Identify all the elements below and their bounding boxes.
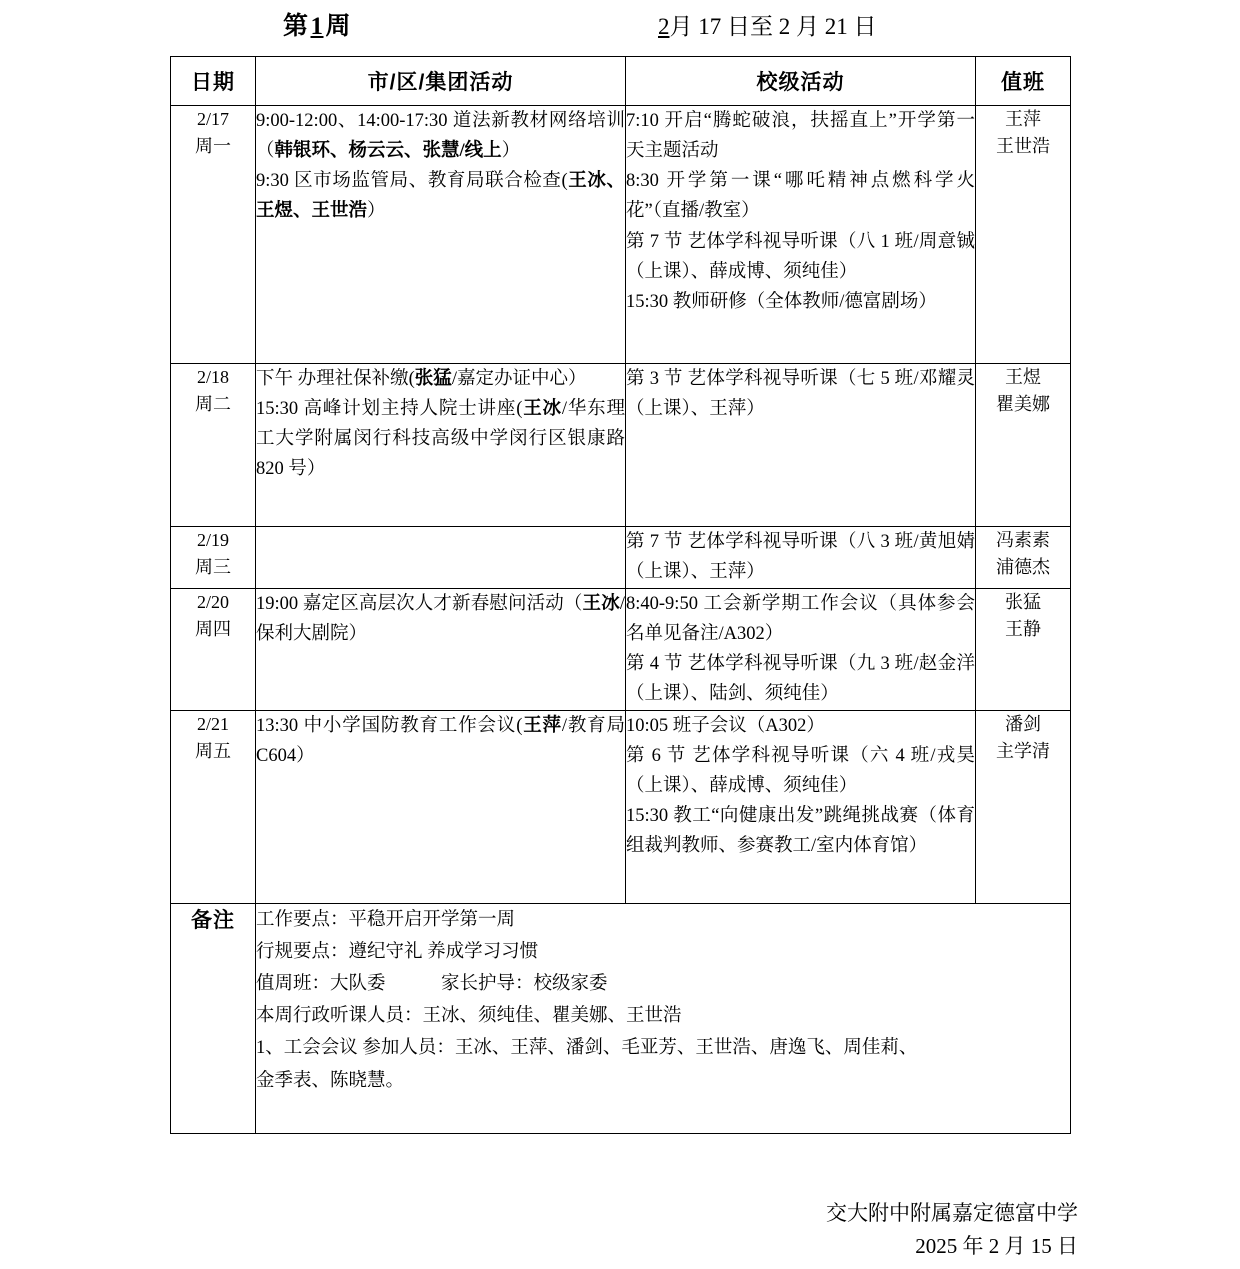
remark-line: 金季表、陈晓慧。: [256, 1070, 405, 1091]
date-value: 2/17: [196, 109, 229, 129]
activity-text: 下午 办理社保补缴(: [256, 369, 415, 389]
cell-date: [171, 106, 256, 364]
duty-person: 王静: [1005, 619, 1041, 639]
activity-text: /华东理工大学附属闵行科技高级中学闵行区银康路 820 号）: [256, 399, 625, 480]
remark-line: 工作要点：平稳开启开学第一周: [256, 909, 516, 930]
date-value: 2/18: [196, 367, 229, 387]
activity-line: [626, 741, 975, 801]
remarks-content: [256, 903, 1071, 1133]
week-prefix: 第: [283, 13, 309, 40]
week-number: 1: [310, 13, 324, 40]
date-value: 2/21: [196, 713, 229, 734]
activity-text: /嘉定办证中心）: [451, 369, 587, 389]
activity-text: /保利大剧院）: [256, 594, 625, 645]
date-range-rest: 月 17 日至 2 月 21 日: [669, 14, 877, 39]
weekday-value: 周五: [195, 740, 231, 761]
cell-date: [171, 710, 256, 903]
footer: [826, 1197, 1078, 1262]
emphasis-name: 王冰: [582, 594, 620, 614]
activity-text: 9:30 区市场监管局、教育局联合检查(: [256, 171, 568, 192]
activity-line: [626, 589, 975, 649]
cell-city-activities: [256, 710, 626, 903]
remark-line: 值周班：大队委 家长护导：校级家委: [256, 973, 608, 994]
activity-line: [626, 227, 975, 287]
cell-date: [171, 589, 256, 711]
emphasis-name: 王萍: [522, 715, 562, 736]
emphasis-name: 张猛: [414, 369, 452, 389]
activity-line: [256, 166, 625, 226]
table-row: [171, 527, 1071, 589]
duty-person: 王世浩: [996, 136, 1050, 156]
activity-text: 第 6 节 艺体学科视导听课（六 4 班/戎昊（上课）、薛成博、须纯佳）: [626, 745, 975, 796]
activity-line: [256, 711, 625, 771]
cell-date: [171, 364, 256, 527]
activity-text: 15:30 高峰计划主持人院士讲座(: [256, 399, 523, 420]
remarks-label: 备注: [171, 903, 256, 1133]
activity-text: 第 3 节 艺体学科视导听课（七 5 班/邓耀灵（上课）、王萍）: [626, 369, 975, 420]
table-row: [171, 364, 1071, 527]
activity-line: [626, 711, 975, 741]
remark-line: 本周行政听课人员：王冰、须纯佳、瞿美娜、王世浩: [256, 1006, 682, 1027]
footer-school-name: 交大附中附属嘉定德富中学: [826, 1201, 1078, 1225]
schedule-table: [170, 56, 1071, 1134]
activity-text: 19:00 嘉定区高层次人才新春慰问活动（: [256, 594, 583, 614]
table-row: [171, 106, 1071, 364]
activity-line: [626, 106, 975, 166]
activity-text: /教育局 C604）: [256, 715, 625, 766]
cell-duty: [976, 527, 1071, 589]
activity-text: 15:30 教工“向健康出发”跳绳挑战赛（体育组裁判教师、参赛教工/室内体育馆）: [626, 805, 975, 857]
emphasis-name: 王冰、王煜、王世浩: [256, 171, 625, 222]
column-header-school-activities: 校级活动: [626, 57, 976, 106]
cell-city-activities: [256, 589, 626, 711]
remarks-row: [171, 903, 1071, 1133]
cell-duty: [976, 589, 1071, 711]
activity-line: [626, 649, 975, 709]
duty-person: 王煜: [1005, 367, 1041, 387]
activity-line: [256, 364, 625, 394]
remark-line: 行规要点：遵纪守礼 养成学习习惯: [256, 941, 539, 962]
activity-line: [626, 166, 975, 226]
activity-text: 第 7 节 艺体学科视导听课（八 3 班/黄旭婧（上课）、王萍）: [626, 532, 975, 583]
duty-person: 张猛: [1005, 592, 1041, 612]
activity-line: [626, 364, 975, 424]
activity-text: 13:30 中小学国防教育工作会议(: [256, 715, 523, 736]
activity-text: 7:10 开启“腾蛇破浪，扶摇直上”开学第一天主题活动: [626, 111, 975, 162]
activity-line: [626, 287, 975, 317]
activity-text: 8:40-9:50 工会新学期工作会议（具体参会名单见备注/A302）: [626, 594, 975, 645]
activity-text: ）: [367, 201, 386, 222]
footer-date: 2025 年 2 月 15 日: [915, 1233, 1078, 1258]
weekday-value: 周二: [195, 394, 231, 414]
activity-text: 15:30 教师研修（全体教师/德富剧场）: [626, 291, 937, 312]
emphasis-name: 王冰: [522, 399, 562, 420]
cell-duty: [976, 710, 1071, 903]
table-row: [171, 710, 1071, 903]
cell-duty: [976, 106, 1071, 364]
week-suffix: 周: [325, 13, 352, 40]
activity-text: ）: [501, 141, 521, 162]
activity-line: [256, 394, 625, 484]
activity-line: [626, 527, 975, 587]
cell-city-activities: [256, 106, 626, 364]
duty-person: 王萍: [1005, 109, 1041, 129]
activity-text: 10:05 班子会议（A302）: [626, 715, 825, 736]
cell-school-activities: [626, 710, 976, 903]
activity-text: 9:00-12:00、14:00-17:30 道法新教材网络培训（: [256, 111, 625, 162]
date-range: [658, 8, 877, 41]
activity-text: 第 7 节 艺体学科视导听课（八 1 班/周意铖（上课）、薛成博、须纯佳）: [626, 231, 975, 282]
remark-line: 1、工会会议 参加人员：王冰、王萍、潘剑、毛亚芳、王世浩、唐逸飞、周佳莉、: [256, 1038, 918, 1059]
activity-text: 8:30 开学第一课“哪吒精神点燃科学火花”（直播/教室）: [626, 171, 975, 222]
table-body: [171, 106, 1071, 1134]
cell-duty: [976, 364, 1071, 527]
duty-person: 主学清: [996, 740, 1050, 761]
duty-person: 瞿美娜: [996, 394, 1050, 414]
cell-school-activities: [626, 106, 976, 364]
duty-person: 潘剑: [1005, 713, 1041, 734]
activity-text: 第 4 节 艺体学科视导听课（九 3 班/赵金洋（上课）、陆剑、须纯佳）: [626, 654, 975, 705]
date-range-lead: 2: [658, 14, 670, 39]
activity-line: [256, 589, 625, 649]
duty-person: 浦德杰: [996, 557, 1050, 577]
table-header-row: [171, 57, 1071, 106]
cell-school-activities: [626, 364, 976, 527]
weekday-value: 周一: [195, 136, 231, 156]
column-header-duty: 值班: [976, 57, 1071, 106]
column-header-city-activities: 市/区/集团活动: [256, 57, 626, 106]
cell-date: [171, 527, 256, 589]
table-row: [171, 589, 1071, 711]
date-value: 2/19: [196, 530, 229, 550]
cell-school-activities: [626, 589, 976, 711]
week-title: [283, 6, 351, 42]
column-header-date: 日期: [171, 57, 256, 106]
weekday-value: 周四: [195, 619, 231, 639]
date-value: 2/20: [196, 592, 229, 612]
cell-city-activities: [256, 364, 626, 527]
cell-city-activities: [256, 527, 626, 589]
activity-line: [256, 106, 625, 166]
cell-school-activities: [626, 527, 976, 589]
activity-line: [626, 801, 975, 861]
emphasis-name: 韩银环、杨云云、张慧/线上: [274, 141, 502, 162]
weekday-value: 周三: [195, 557, 231, 577]
duty-person: 冯素素: [996, 530, 1050, 550]
title-row: [0, 6, 1240, 46]
